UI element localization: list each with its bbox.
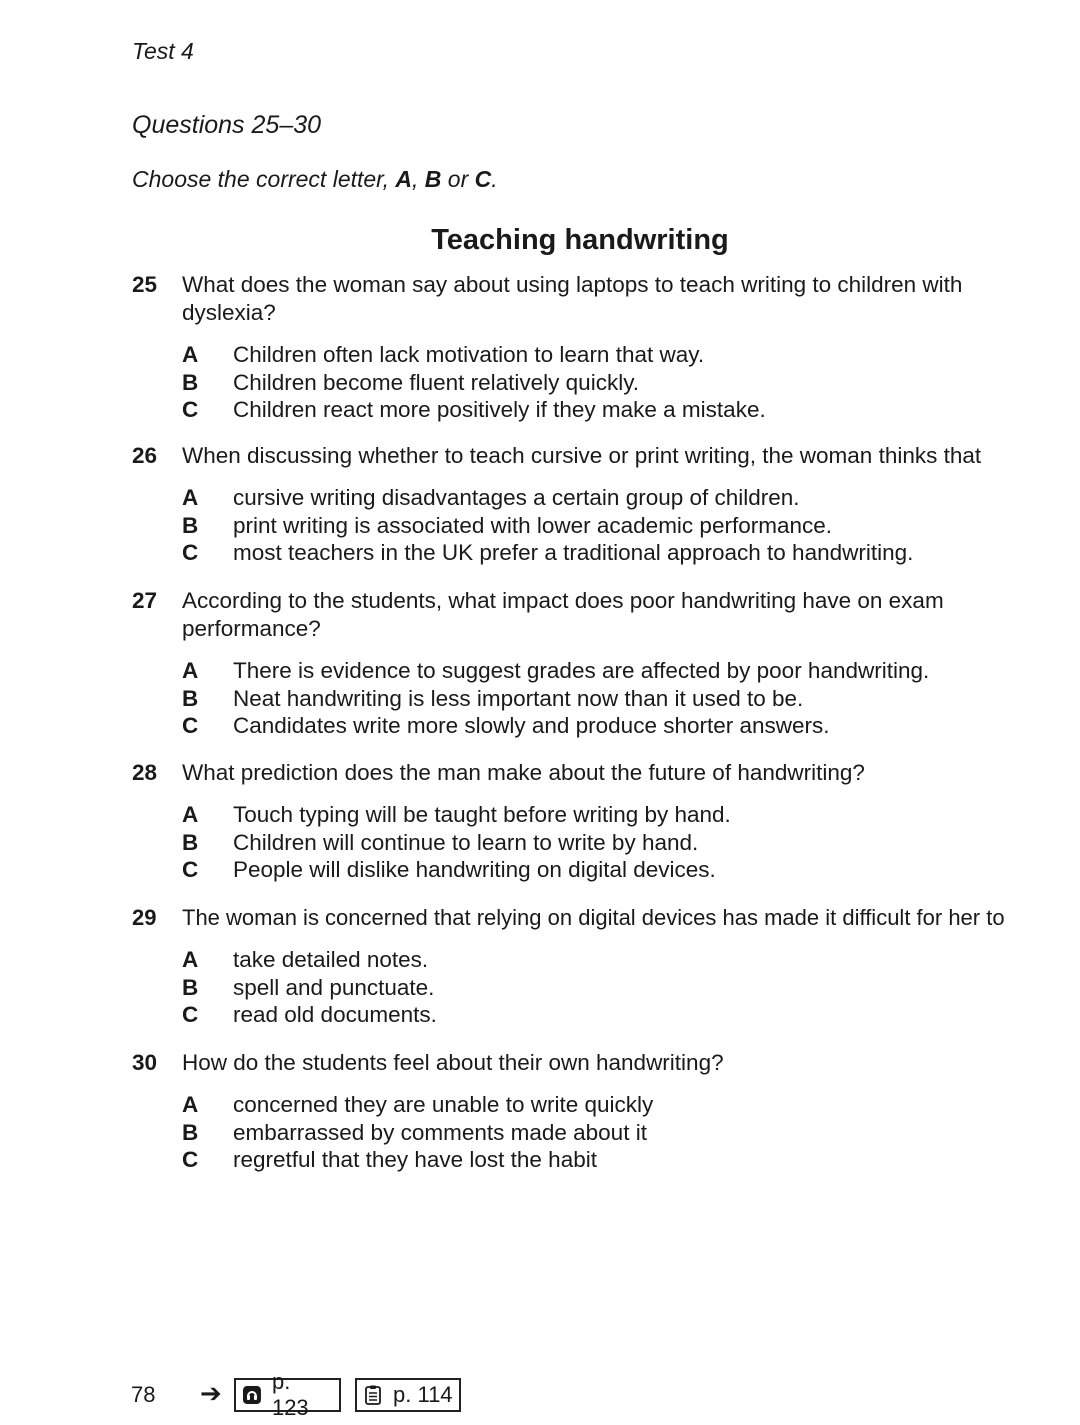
question-26 — [132, 442, 1037, 567]
options-list — [182, 946, 1047, 1029]
option-text: take detailed notes. — [233, 947, 429, 972]
option-text: cursive writing disadvantages a certain group of children. — [233, 485, 800, 510]
question-25 — [132, 271, 1037, 424]
option-letter: A — [182, 947, 199, 972]
instruction-or: or — [441, 166, 475, 192]
option-text: most teachers in the UK prefer a traditional approach to handwriting. — [233, 540, 914, 565]
option-letter: C — [182, 397, 199, 422]
option-text: Children often lack motivation to learn that way. — [233, 342, 705, 367]
question-27 — [132, 587, 1037, 740]
question-number: 30 — [132, 1050, 158, 1075]
option-text: read old documents. — [233, 1002, 437, 1027]
option-letter: A — [182, 342, 199, 367]
audio-reference[interactable] — [234, 1369, 341, 1420]
options-list — [182, 341, 1037, 424]
option-text: print writing is associated with lower academic performance. — [233, 512, 832, 538]
option-letter: B — [182, 1119, 199, 1145]
option-text: Children become fluent relatively quickly. — [233, 369, 640, 395]
option-letter: C — [182, 713, 199, 738]
section-title: Teaching handwriting — [431, 224, 729, 256]
option-text: There is evidence to suggest grades are affected by poor handwriting. — [233, 658, 930, 683]
option-letter: C — [182, 1002, 199, 1027]
option-c — [182, 396, 1037, 424]
question-text: How do the students feel about their own handwriting? — [182, 1050, 724, 1075]
option-letter: A — [182, 802, 199, 827]
question-text: What prediction does the man make about the future of handwriting? — [182, 760, 865, 785]
question-30 — [132, 1049, 1037, 1174]
audio-icon — [242, 1385, 262, 1405]
option-b — [182, 829, 1037, 857]
option-c — [182, 856, 1037, 884]
option-text: Children will continue to learn to write by hand. — [233, 829, 699, 855]
instruction-end: . — [491, 166, 498, 192]
option-text: regretful that they have lost the habit — [233, 1147, 597, 1172]
option-letter: A — [182, 1092, 199, 1117]
arrow-right-icon: ➔ — [200, 1378, 222, 1408]
option-letter: A — [182, 485, 199, 510]
option-text: spell and punctuate. — [233, 974, 435, 1000]
option-a — [182, 1091, 1037, 1119]
question-text: When discussing whether to teach cursive or print writing, the woman thinks that — [182, 443, 982, 468]
options-list — [182, 801, 1037, 884]
question-number: 29 — [132, 905, 157, 930]
option-b — [182, 685, 1037, 713]
option-text: Touch typing will be taught before writing by hand. — [233, 802, 731, 827]
option-letter: C — [182, 1147, 199, 1172]
transcript-page-ref: p. 114 — [393, 1382, 453, 1407]
instruction-prefix: Choose the correct letter, — [132, 166, 396, 192]
option-letter: B — [182, 829, 199, 855]
instruction-letter-c: C — [474, 166, 492, 192]
option-b — [182, 1119, 1037, 1147]
question-number: 25 — [132, 272, 158, 297]
option-letter: B — [182, 974, 199, 1000]
option-letter: B — [182, 512, 199, 538]
transcript-reference[interactable] — [355, 1378, 461, 1412]
question-number: 26 — [132, 443, 158, 468]
question-28 — [132, 759, 1037, 884]
option-a — [182, 657, 1037, 685]
option-letter: C — [182, 857, 199, 882]
option-c — [182, 712, 1037, 740]
option-b — [182, 369, 1037, 397]
option-c — [182, 1146, 1037, 1174]
option-letter: C — [182, 540, 199, 565]
option-a — [182, 341, 1037, 369]
instruction-letter-a: A — [395, 166, 412, 192]
option-b — [182, 974, 1047, 1002]
option-letter: B — [182, 369, 199, 395]
page-footer — [0, 1369, 1080, 1420]
questions-range: Questions 25–30 — [132, 111, 322, 139]
option-a — [182, 801, 1037, 829]
question-text: According to the students, what impact does poor handwriting have on exam performance? — [182, 588, 944, 641]
option-a — [182, 484, 1037, 512]
page-number: 78 — [131, 1382, 156, 1407]
option-text: embarrassed by comments made about it — [233, 1119, 647, 1145]
question-29 — [132, 904, 1047, 1029]
question-number: 28 — [132, 760, 158, 785]
audio-page-ref: p. 123 — [271, 1369, 309, 1420]
option-text: People will dislike handwriting on digital devices. — [233, 857, 716, 882]
option-c — [182, 539, 1037, 567]
option-text: Children react more positively if they make a mistake. — [233, 397, 766, 422]
question-text: The woman is concerned that relying on digital devices has made it difficult for her to — [182, 905, 1005, 930]
option-text: Neat handwriting is less important now than it used to be. — [233, 685, 804, 711]
options-list — [182, 1091, 1037, 1174]
instruction-sep: , — [411, 166, 425, 192]
options-list — [182, 657, 1037, 740]
option-letter: A — [182, 658, 199, 683]
running-head: Test 4 — [132, 38, 194, 64]
option-b — [182, 512, 1037, 540]
option-text: Candidates write more slowly and produce shorter answers. — [233, 713, 830, 738]
option-c — [182, 1001, 1047, 1029]
transcript-icon — [363, 1385, 383, 1405]
option-letter: B — [182, 685, 199, 711]
instruction — [132, 166, 498, 193]
question-number: 27 — [132, 588, 158, 613]
question-text: What does the woman say about using laptops to teach writing to children with dyslexia? — [182, 272, 963, 325]
option-a — [182, 946, 1047, 974]
instruction-letter-b: B — [424, 166, 442, 192]
option-text: concerned they are unable to write quickly — [233, 1092, 654, 1117]
options-list — [182, 484, 1037, 567]
